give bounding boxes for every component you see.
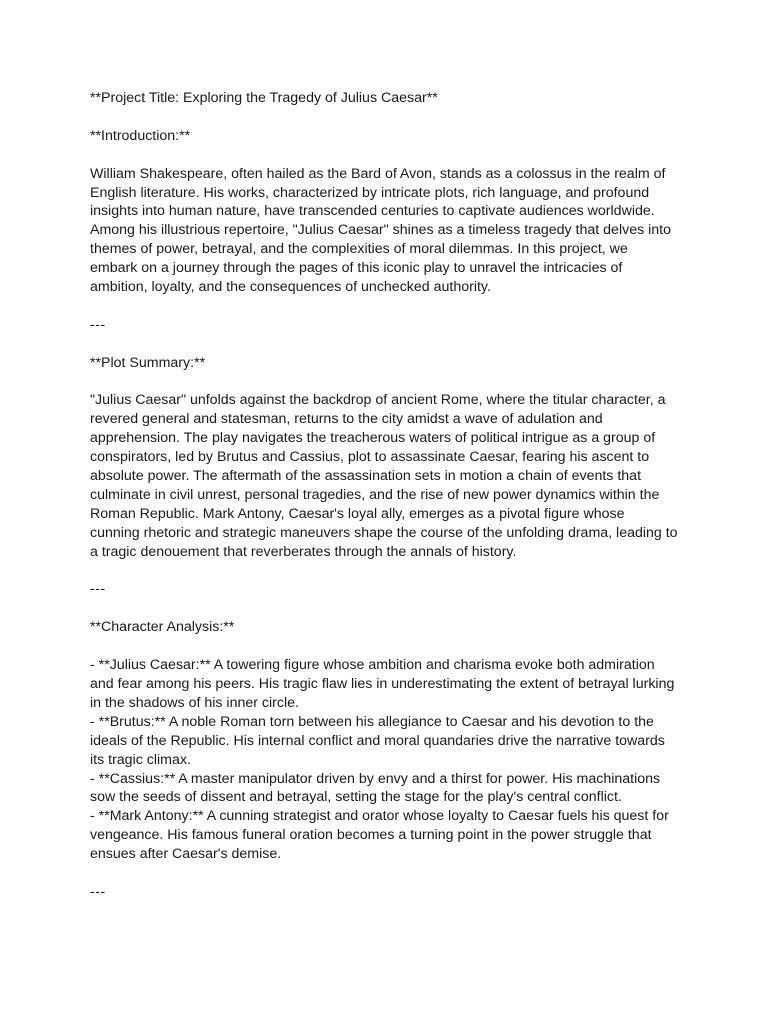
introduction-paragraph: William Shakespeare, often hailed as the Bard of Avon, stands as a colossus in the realm of English literature. His works, characterized by intricate plots, rich language, and profound insights into human nature, have transcended centuries to captivate audiences worldwide. Among his illustrious repertoire, "Julius Caesar" shines as a timeless tragedy that delves into themes of power, betrayal, and the complexities of moral dilemmas. In this project, we embark on a journey through the pages of this iconic play to unravel the intricacies of ambition, loyalty, and the consequences of unchecked authority. xyxy=(90,165,671,296)
introduction-heading: **Introduction:** xyxy=(90,127,191,144)
character-entry-julius-caesar: - **Julius Caesar:** A towering figure whose ambition and charisma evoke both admiration and fear among his peers. His tragic flaw lies in underestimating the extent of betrayal lurking in the shadows of his inner circle. xyxy=(90,657,675,711)
project-title: **Project Title: Exploring the Tragedy of Julius Caesar** xyxy=(90,90,438,106)
section-separator: --- xyxy=(90,581,106,598)
character-entry-mark-antony: - **Mark Antony:** A cunning strategist and orator whose loyalty to Caesar fuels his quest for vengeance. His famous funeral oration becomes a turning point in the power struggle that ensues after Caesar's demise. xyxy=(90,808,669,863)
section-separator: --- xyxy=(90,883,106,900)
character-analysis-heading: **Character Analysis:** xyxy=(90,619,235,636)
character-entry-cassius: - **Cassius:** A master manipulator driven by envy and a thirst for power. His machinations sow the seeds of dissent and betrayal, setting the stage for the play's central conflict. xyxy=(90,770,661,806)
plot-summary-paragraph: "Julius Caesar" unfolds against the backdrop of ancient Rome, where the titular character, a revered general and statesman, returns to the city amidst a wave of adulation and apprehension. The play navigates the treacherous waters of political intrigue as a group of conspirators, led by Brutus and Cassius, plot to assassinate Caesar, fearing his ascent to absolute power. The aftermath of the assassination sets in motion a chain of events that culminate in civil unrest, personal tragedies, and the rise of new power dynamics within the Roman Republic. Mark Antony, Caesar's loyal ally, emerges as a pivotal figure whose cunning rhetoric and strategic maneuvers shape the course of the unfolding drama, leading to a tragic denouement that reverberates through the annals of history. xyxy=(90,392,678,560)
character-list xyxy=(90,656,678,864)
plot-summary-heading: **Plot Summary:** xyxy=(90,354,206,371)
character-entry-brutus: - **Brutus:** A noble Roman torn between his allegiance to Caesar and his devotion to the ideals of the Republic. His internal conflict and moral quandaries drive the narrative towards its tragic climax. xyxy=(90,713,665,768)
section-separator: --- xyxy=(90,316,106,333)
